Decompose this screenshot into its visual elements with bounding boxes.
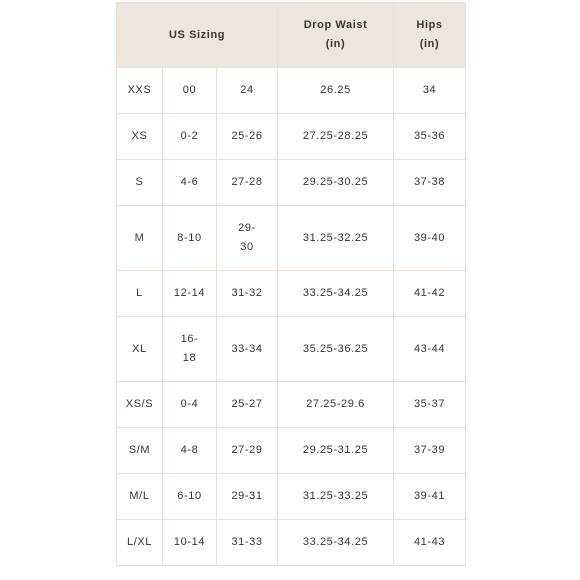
us-sizing-header [117, 3, 278, 68]
size-cell: S [117, 160, 163, 206]
size-cell: L [117, 271, 163, 317]
waist-cell: 31-32 [217, 271, 278, 317]
hips-header-unit: (in) [419, 38, 440, 50]
hips-header [394, 3, 466, 68]
hips-cell: 34 [394, 68, 466, 114]
hips-cell: 37-38 [394, 160, 466, 206]
table-row [117, 317, 466, 382]
table-row [117, 160, 466, 206]
table-row [117, 114, 466, 160]
waist-cell: 25-26 [217, 114, 278, 160]
us-size-cell: 4-6 [163, 160, 217, 206]
us-size-cell: 4-8 [163, 428, 217, 474]
hips-cell: 39-41 [394, 474, 466, 520]
us-size-cell [163, 317, 217, 382]
waist-cell: 27-28 [217, 160, 278, 206]
drop-waist-cell: 31.25-32.25 [278, 206, 394, 271]
hips-cell: 39-40 [394, 206, 466, 271]
drop-waist-cell: 33.25-34.25 [278, 271, 394, 317]
header-row [117, 3, 466, 68]
drop-waist-cell: 26.25 [278, 68, 394, 114]
waist-cell: 33-34 [217, 317, 278, 382]
size-cell: S/M [117, 428, 163, 474]
table-row [117, 474, 466, 520]
us-size-cell: 6-10 [163, 474, 217, 520]
us-size-cell: 00 [163, 68, 217, 114]
hips-cell: 43-44 [394, 317, 466, 382]
hips-cell: 41-42 [394, 271, 466, 317]
us-size-cell: 0-2 [163, 114, 217, 160]
drop-waist-cell: 29.25-30.25 [278, 160, 394, 206]
waist-cell: 24 [217, 68, 278, 114]
size-cell: M [117, 206, 163, 271]
hips-cell: 41-43 [394, 520, 466, 566]
size-cell: M/L [117, 474, 163, 520]
drop-waist-cell: 29.25-31.25 [278, 428, 394, 474]
table-row [117, 206, 466, 271]
hips-header-label: Hips [416, 19, 443, 31]
drop-waist-cell: 35.25-36.25 [278, 317, 394, 382]
waist-cell: 25-27 [217, 382, 278, 428]
waist-cell-line2: 30 [240, 241, 254, 253]
size-cell: L/XL [117, 520, 163, 566]
us-size-cell: 10-14 [163, 520, 217, 566]
drop-waist-header-label: Drop Waist [303, 19, 368, 31]
table-row [117, 382, 466, 428]
table-row [117, 271, 466, 317]
waist-cell: 29-31 [217, 474, 278, 520]
table-row [117, 428, 466, 474]
table-row [117, 520, 466, 566]
hips-cell: 35-36 [394, 114, 466, 160]
us-size-cell: 8-10 [163, 206, 217, 271]
waist-cell-line1: 29- [238, 222, 256, 234]
us-size-cell-line2: 18 [182, 352, 197, 364]
waist-cell: 27-29 [217, 428, 278, 474]
hips-cell: 35-37 [394, 382, 466, 428]
size-cell: XL [117, 317, 163, 382]
size-cell: XS/S [117, 382, 163, 428]
drop-waist-header-unit: (in) [325, 38, 346, 50]
waist-cell: 31-33 [217, 520, 278, 566]
us-size-cell-line1: 16- [180, 333, 199, 345]
size-cell: XS [117, 114, 163, 160]
drop-waist-cell: 31.25-33.25 [278, 474, 394, 520]
drop-waist-cell: 27.25-28.25 [278, 114, 394, 160]
drop-waist-header [278, 3, 394, 68]
drop-waist-cell: 33.25-34.25 [278, 520, 394, 566]
drop-waist-cell: 27.25-29.6 [278, 382, 394, 428]
hips-cell: 37-39 [394, 428, 466, 474]
size-chart-table [116, 2, 466, 566]
us-size-cell: 0-4 [163, 382, 217, 428]
us-size-cell: 12-14 [163, 271, 217, 317]
us-sizing-header-label: US Sizing [168, 28, 226, 41]
waist-cell [217, 206, 278, 271]
table-row [117, 68, 466, 114]
size-cell: XXS [117, 68, 163, 114]
